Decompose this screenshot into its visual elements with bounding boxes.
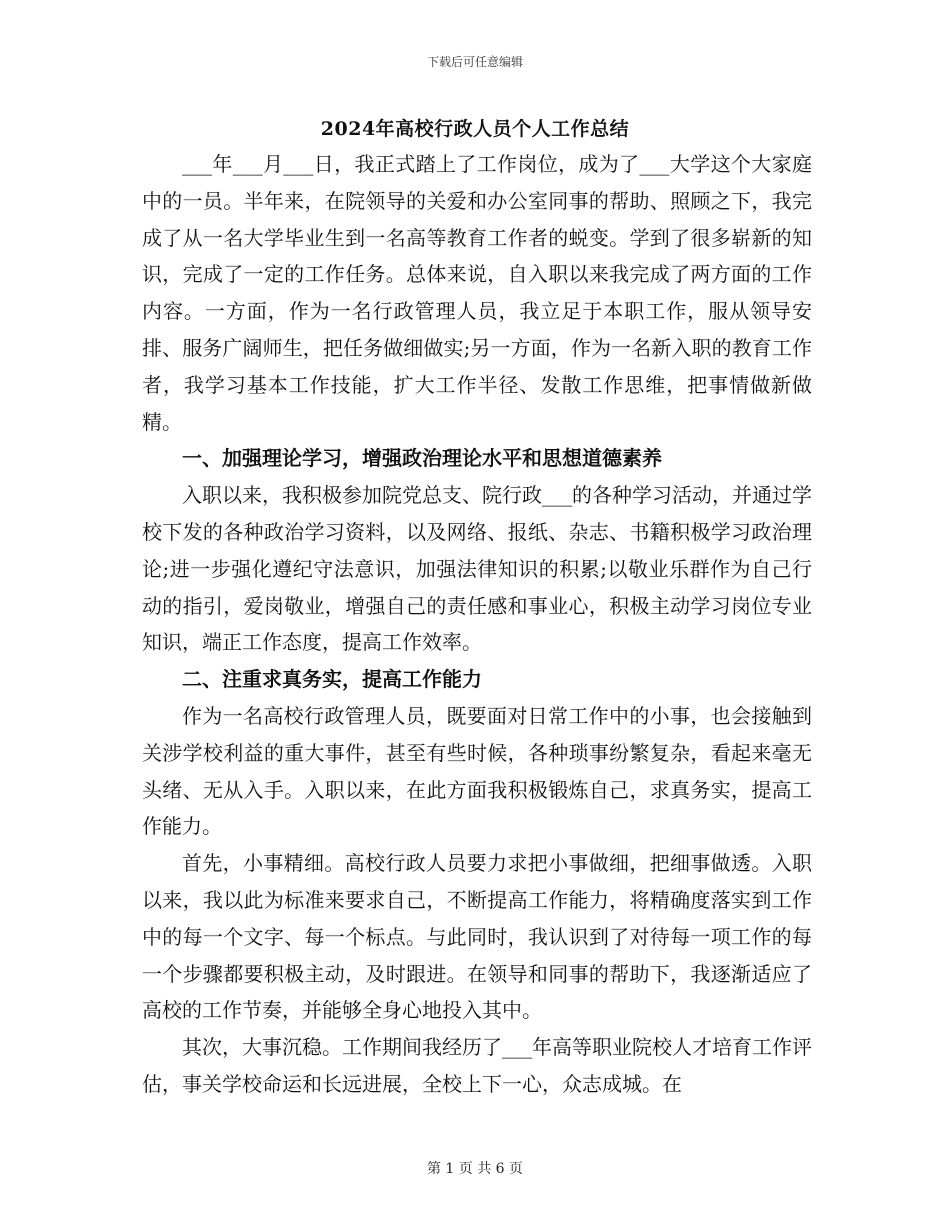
section-2-paragraph-3: 其次，大事沉稳。工作期间我经历了___年高等职业院校人才培育工作评估，事关学校命运和长远进展，全校上下一心，众志成城。在 xyxy=(142,1035,812,1096)
section-heading-1: 一、加强理论学习，增强政治理论水平和思想道德素养 xyxy=(182,446,662,471)
document-title: 2024年高校行政人员个人工作总结 xyxy=(320,118,630,140)
page-number-footer: 第 1 页 共 6 页 xyxy=(426,1161,524,1177)
section-1-paragraph: 入职以来，我积极参加院党总支、院行政___的各种学习活动，并通过学校下发的各种政治学习资料，以及网络、报纸、杂志、书籍积极学习政治理论;进一步强化遵纪守法意识，加强法律知识的积累;以敬业乐群作为自己行动的指引，爱岗敬业，增强自己的责任感和事业心，积极主动学习岗位专业知识，端正工作态度，提高工作效率。 xyxy=(142,483,812,655)
section-2-paragraph-2: 首先，小事精细。高校行政人员要力求把小事做细，把细事做透。入职以来，我以此为标准来要求自己，不断提高工作能力，将精确度落实到工作中的每一个文字、每一个标点。与此同时，我认识到了对待每一项工作的每一个步骤都要积极主动，及时跟进。在领导和同事的帮助下，我逐渐适应了高校的工作节奏，并能够全身心地投入其中。 xyxy=(142,851,812,1023)
section-heading-2: 二、注重求真务实，提高工作能力 xyxy=(182,667,482,692)
intro-paragraph: ___年___月___日，我正式踏上了工作岗位，成为了___大学这个大家庭中的一员。半年来，在院领导的关爱和办公室同事的帮助、照顾之下，我完成了从一名大学毕业生到一名高等教育工作者的蜕变。学到了很多崭新的知识，完成了一定的工作任务。总体来说，自入职以来我完成了两方面的工作内容。一方面，作为一名行政管理人员，我立足于本职工作，服从领导安排、服务广阔师生，把任务做细做实;另一方面，作为一名新入职的教育工作者，我学习基本工作技能，扩大工作半径、发散工作思维，把事情做新做精。 xyxy=(142,152,812,434)
document-body xyxy=(142,146,812,1103)
section-2-paragraph-1: 作为一名高校行政管理人员，既要面对日常工作中的小事，也会接触到关涉学校利益的重大事件，甚至有些时候，各种琐事纷繁复杂，看起来毫无头绪、无从入手。入职以来，在此方面我积极锻炼自己，求真务实，提高工作能力。 xyxy=(142,703,812,839)
page-header-note: 下载后可任意编辑 xyxy=(426,55,523,69)
